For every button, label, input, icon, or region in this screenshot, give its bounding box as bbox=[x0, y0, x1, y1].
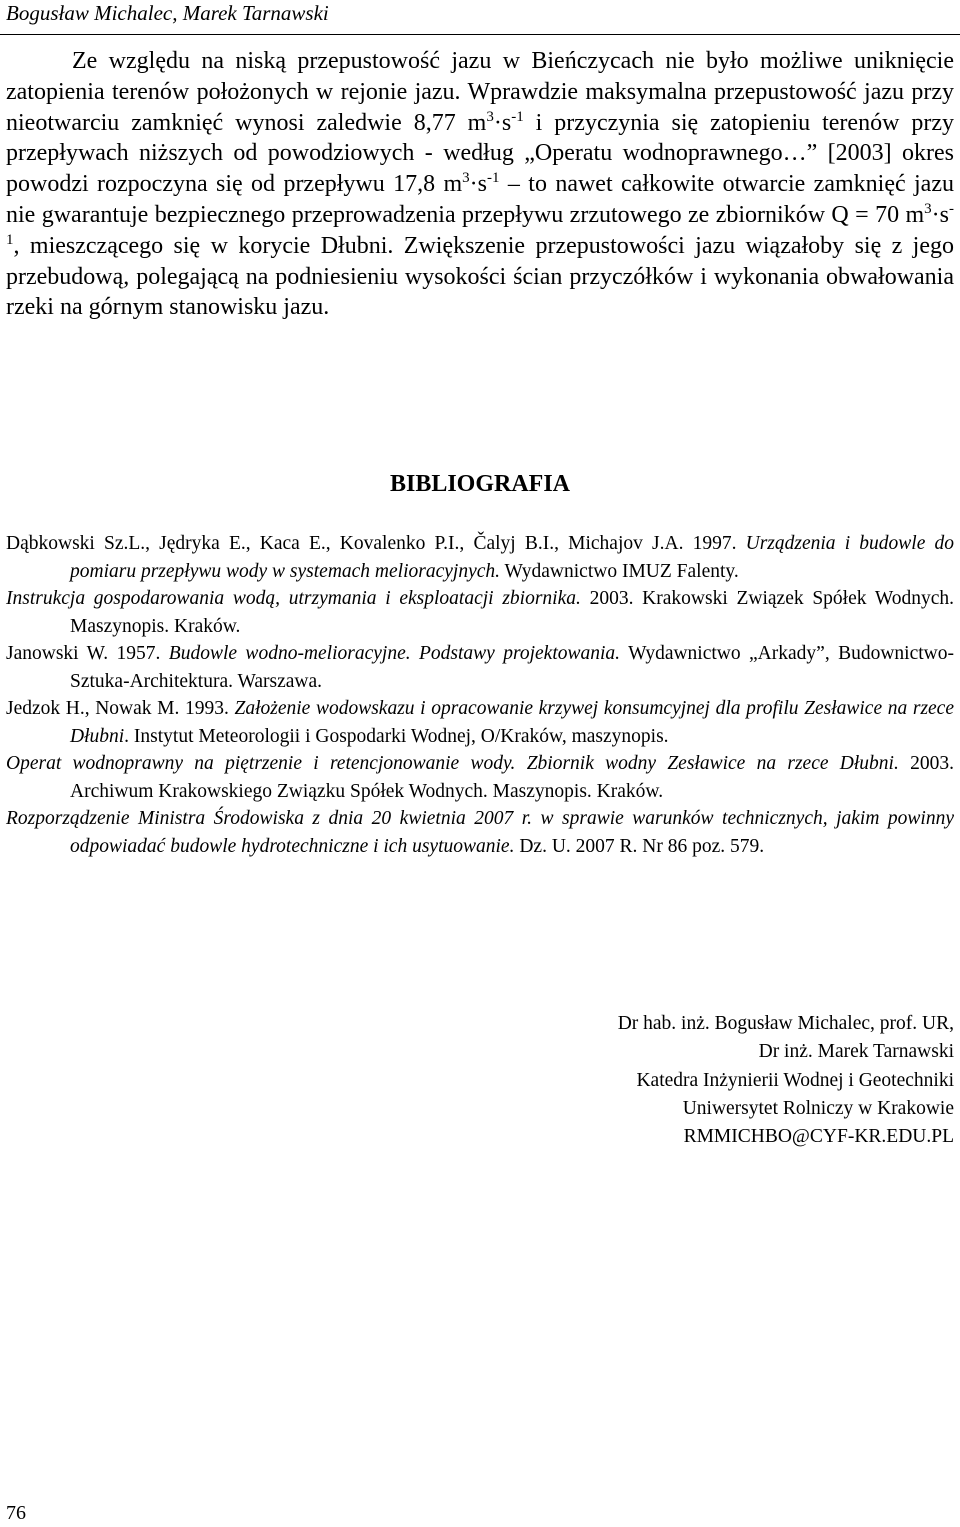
reference-entry bbox=[6, 640, 954, 695]
reference-plain-after: Wydawnictwo „Arkady”, Budownictwo-Sztuka-Architektura. Warszawa. bbox=[70, 643, 954, 692]
email-address[interactable]: RMMICHBO@CYF-KR.EDU.PL bbox=[683, 1126, 954, 1148]
text-run-6: ·s bbox=[931, 201, 949, 228]
text-run-5: – to nawet całkowite otwarcie zamknięć jazu nie gwarantuje bezpiecznego przeprowadzenia przepływu zrzutowego ze zbiorników Q = 70 m bbox=[6, 171, 954, 228]
reference-plain-before: Dąbkowski Sz.L., Jędryka E., Kaca E., Kovalenko P.I., Čalyj B.I., Michajov J.A. 1997. bbox=[6, 533, 746, 554]
reference-plain-after: 2003. Archiwum Krakowskiego Związku Spółek Wodnych. Maszynopis. Kraków. bbox=[70, 753, 955, 802]
reference-title: Operat wodnoprawny na piętrzenie i retencjonowanie wody. Zbiornik wodny Zesławice na rzece Dłubni. bbox=[6, 753, 899, 774]
superscript-3: 3 bbox=[462, 170, 470, 187]
reference-plain-after: 2003. Krakowski Związek Spółek Wodnych. Maszynopis. Kraków. bbox=[70, 588, 954, 637]
reference-plain-after: . Instytut Meteorologii i Gospodarki Wodnej, O/Kraków, maszynopis. bbox=[124, 725, 669, 747]
department-line: Katedra Inżynierii Wodnej i Geotechniki bbox=[636, 1069, 954, 1091]
reference-plain-before: Janowski W. 1957. bbox=[6, 643, 169, 664]
author-affiliation bbox=[618, 1010, 954, 1151]
reference-title: Założenie wodowskazu i opracowanie krzywej konsumcyjnej dla profilu Zesławice na rzece Dłubni bbox=[70, 698, 954, 747]
header-authors: Bogusław Michalec, Marek Tarnawski bbox=[6, 1, 329, 25]
reference-title: Budowle wodno-melioracyjne. Podstawy projektowania. bbox=[168, 643, 621, 664]
text-run-1: Ze względu na niską przepustowość jazu w Bieńczycach nie było możliwe uniknięcie zatopienia terenów położonych w rejonie jazu. Wprawdzie maksymalna przepustowość jazu przy nieotwarciu zamknięć wynosi zaledwie 8,77 m bbox=[6, 48, 954, 136]
text-run-4: ·s bbox=[469, 171, 488, 198]
reference-entry bbox=[6, 805, 954, 860]
university-line: Uniwersytet Rolniczy w Krakowie bbox=[682, 1097, 954, 1119]
superscript-5: 3 bbox=[924, 200, 932, 217]
reference-entry bbox=[6, 695, 954, 750]
reference-entry bbox=[6, 530, 954, 585]
text-run-3: i przyczynia się zatopieniu terenów przy przepływach niższych od powodziowych - według „Operatu wodnoprawnego…” [2003] okres powodzi rozpoczyna się od przepływu 17,8 m bbox=[6, 109, 955, 198]
reference-plain-after: Dz. U. 2007 R. Nr 86 poz. 579. bbox=[514, 835, 765, 857]
reference-entry bbox=[6, 750, 954, 805]
body-paragraph bbox=[6, 46, 954, 323]
superscript-6: -1 bbox=[6, 200, 954, 248]
reference-entry bbox=[6, 585, 954, 640]
author-2-line: Dr inż. Marek Tarnawski bbox=[758, 1041, 954, 1063]
superscript-2: -1 bbox=[511, 108, 524, 125]
superscript-4: -1 bbox=[487, 170, 500, 187]
bibliography-list bbox=[6, 530, 954, 860]
running-header bbox=[0, 0, 960, 35]
text-run-2: ·s bbox=[493, 109, 512, 136]
superscript-1: 3 bbox=[486, 108, 494, 125]
reference-title: Instrukcja gospodarowania wodą, utrzymania i eksploatacji zbiornika. bbox=[6, 588, 581, 609]
reference-plain-before: Jedzok H., Nowak M. 1993. bbox=[6, 698, 235, 719]
bibliography-heading: BIBLIOGRAFIA bbox=[389, 471, 571, 497]
reference-plain-after: Wydawnictwo IMUZ Falenty. bbox=[500, 560, 739, 582]
page-number: 76 bbox=[6, 1502, 26, 1524]
reference-title: Urządzenia i budowle do pomiaru przepływu wody w systemach melioracyjnych. bbox=[70, 533, 954, 582]
paragraph-text bbox=[6, 46, 954, 323]
reference-title: Rozporządzenie Ministra Środowiska z dnia 20 kwietnia 2007 r. w sprawie warunków technicznych, jakim powinny odpowiadać budowle hydrotechniczne i ich usytuowanie. bbox=[6, 808, 954, 857]
author-1-line: Dr hab. inż. Bogusław Michalec, prof. UR, bbox=[617, 1013, 954, 1034]
text-run-7: , mieszczącego się w korycie Dłubni. Zwiększenie przepustowości jazu wiązałoby się z jego przebudową, polegającą na podniesieniu wysokości ścian przyczółków i wykonania obwałowania rzeki na górnym stanowisku jazu. bbox=[6, 232, 954, 321]
